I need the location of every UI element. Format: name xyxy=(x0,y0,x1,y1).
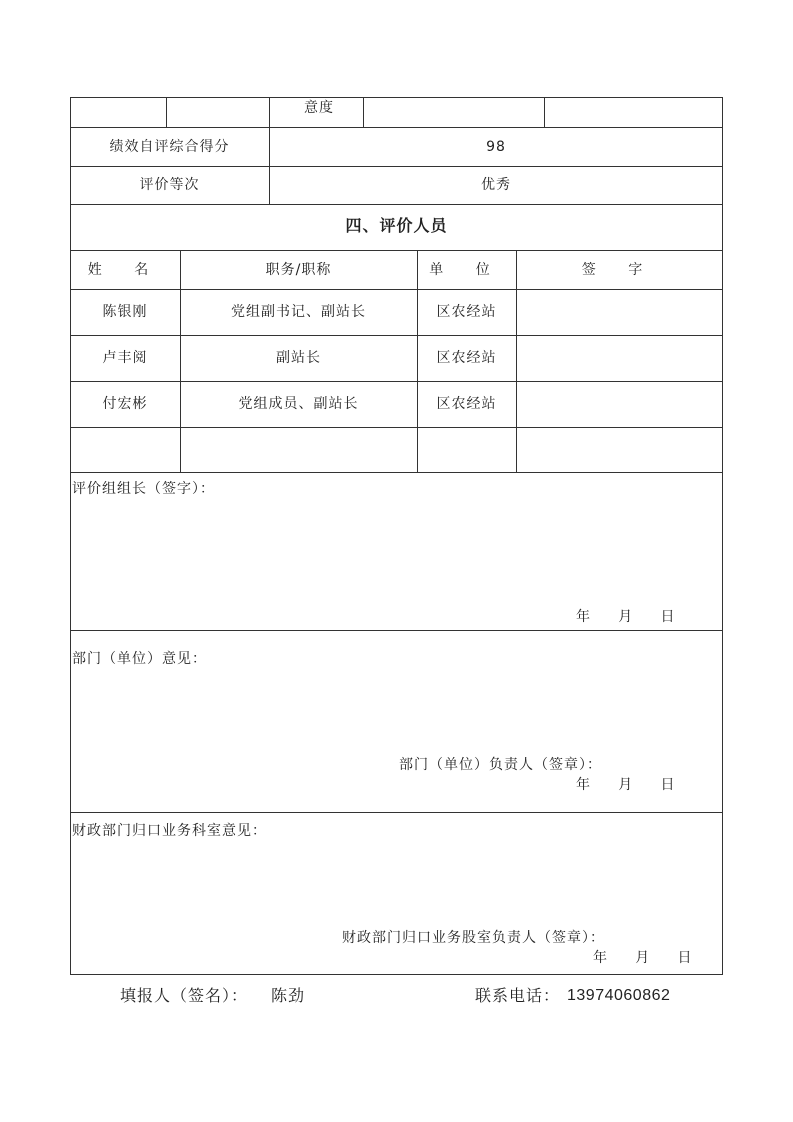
evaluator-name: 卢丰阅 xyxy=(102,350,148,366)
phone-value: 13974060862 xyxy=(567,987,671,1004)
finance-date: 年 月 日 xyxy=(593,950,693,966)
table-line xyxy=(70,974,723,975)
evaluator-position: 副站长 xyxy=(276,350,321,366)
table-line xyxy=(70,472,723,473)
evaluator-unit: 区农经站 xyxy=(436,396,497,412)
header-name: 姓 名 xyxy=(87,262,163,278)
finance-opinion-label: 财政部门归口业务科室意见： xyxy=(72,823,267,839)
table-line xyxy=(269,97,270,127)
table-line xyxy=(70,427,723,428)
self-eval-score-label: 绩效自评综合得分 xyxy=(109,139,230,155)
evaluator-name: 付宏彬 xyxy=(102,396,148,412)
table-line xyxy=(70,250,723,251)
leader-signature-label: 评价组组长（签字）： xyxy=(72,481,215,497)
table-line xyxy=(70,812,723,813)
table-line xyxy=(70,97,723,98)
eval-grade-value: 优秀 xyxy=(481,177,511,193)
table-line xyxy=(70,335,723,336)
header-signature: 签 字 xyxy=(581,262,657,278)
dept-signer-label: 部门（单位）负责人（签章）： xyxy=(399,757,602,773)
header-unit: 单 位 xyxy=(429,262,504,278)
evaluator-unit: 区农经站 xyxy=(436,304,497,320)
table-line xyxy=(70,630,723,631)
evaluator-unit: 区农经站 xyxy=(436,350,497,366)
table-line xyxy=(70,166,723,167)
filler-name: 陈劲 xyxy=(271,986,306,1005)
phone-label: 联系电话： xyxy=(475,986,561,1005)
section-title-evaluators: 四、评价人员 xyxy=(345,216,448,235)
header-position: 职务/职称 xyxy=(265,262,332,278)
partial-row-label: 意度 xyxy=(304,100,334,116)
table-line xyxy=(70,127,723,128)
table-line xyxy=(544,97,545,127)
dept-opinion-label: 部门（单位）意见： xyxy=(72,651,207,667)
table-line xyxy=(70,204,723,205)
table-line xyxy=(363,97,364,127)
table-line xyxy=(166,97,167,127)
table-line xyxy=(70,289,723,290)
evaluator-position: 党组成员、副站长 xyxy=(238,396,359,412)
leader-date: 年 月 日 xyxy=(576,609,676,625)
eval-grade-label: 评价等次 xyxy=(139,177,200,193)
finance-signer-label: 财政部门归口业务股室负责人（签章）： xyxy=(342,930,605,946)
filler-label: 填报人（签名）： xyxy=(120,986,249,1005)
self-eval-score-value: 98 xyxy=(486,139,506,155)
table-line xyxy=(516,250,517,472)
evaluator-name: 陈银刚 xyxy=(102,304,148,320)
table-line xyxy=(70,381,723,382)
dept-date: 年 月 日 xyxy=(576,777,676,793)
evaluator-position: 党组副书记、副站长 xyxy=(231,304,366,320)
